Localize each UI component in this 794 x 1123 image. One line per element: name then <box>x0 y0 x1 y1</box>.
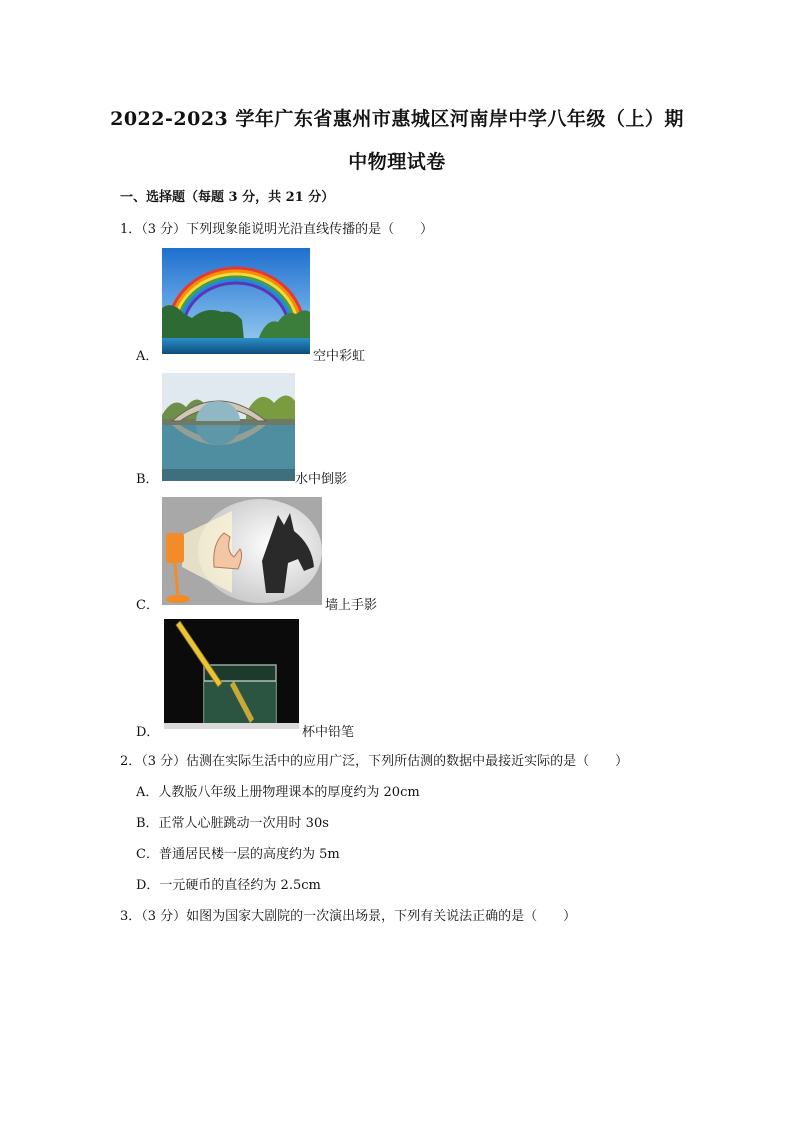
page-title-line-1: 2022-2023 学年广东省惠州市惠城区河南岸中学八年级（上）期 <box>110 108 684 130</box>
question-1-stem: 1．（3 分）下列现象能说明光沿直线传播的是（ ） <box>120 222 434 237</box>
pencil-in-glass-photo <box>164 619 299 729</box>
option-b-letter: B． <box>136 472 159 487</box>
option-a-caption: 空中彩虹 <box>313 349 366 364</box>
option-d-caption: 杯中铅笔 <box>302 725 355 740</box>
question-2-stem: 2．（3 分）估测在实际生活中的应用广泛，下列所估测的数据中最接近实际的是（ ） <box>120 754 629 769</box>
page-title-line-2: 中物理试卷 <box>348 151 446 173</box>
question-2-option-d: D．一元硬币的直径约为 2.5cm <box>136 878 321 893</box>
option-d-letter: D． <box>136 725 160 740</box>
bridge-reflection-photo <box>162 373 295 481</box>
option-c-letter: C． <box>136 598 159 613</box>
question-2-option-a: A．人教版八年级上册物理课本的厚度约为 20cm <box>136 785 420 800</box>
question-3-stem: 3．（3 分）如图为国家大剧院的一次演出场景，下列有关说法正确的是（ ） <box>120 909 577 924</box>
rainbow-photo <box>162 248 310 354</box>
question-2-option-c: C．普通居民楼一层的高度约为 5m <box>136 847 340 862</box>
question-2-option-b: B．正常人心脏跳动一次用时 30s <box>136 816 329 831</box>
option-a-letter: A． <box>136 349 159 364</box>
section-heading: 一、选择题（每题 3 分，共 21 分） <box>120 190 335 205</box>
hand-shadow-illustration <box>162 497 322 605</box>
option-c-caption: 墙上手影 <box>325 598 378 613</box>
option-b-caption: 水中倒影 <box>295 472 348 487</box>
